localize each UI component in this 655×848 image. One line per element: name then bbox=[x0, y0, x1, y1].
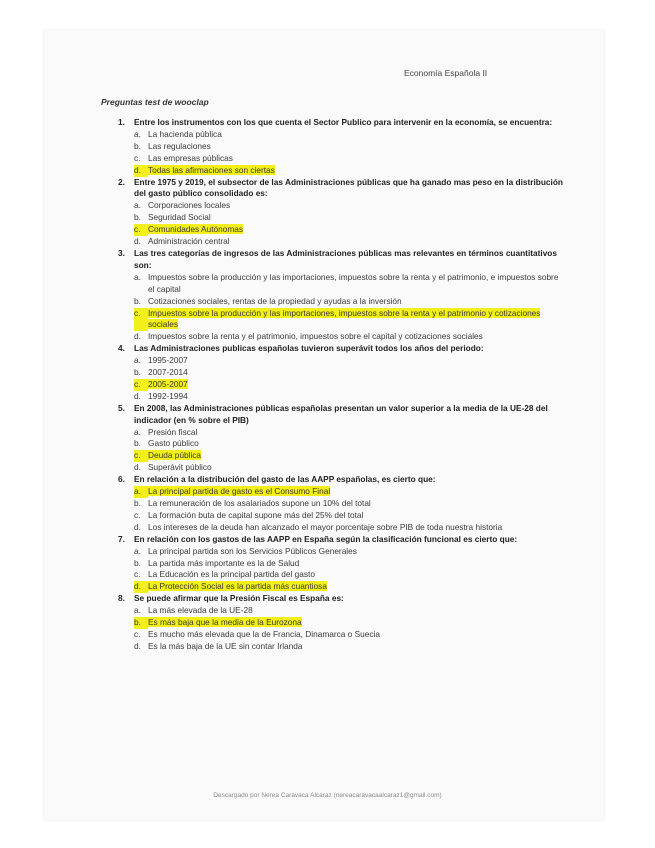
option-text-wrap bbox=[148, 558, 563, 570]
option-letter: c. bbox=[134, 569, 141, 580]
option-letter: d. bbox=[134, 640, 141, 651]
option-text-wrap bbox=[148, 272, 563, 296]
answer-option-highlighted bbox=[118, 486, 563, 498]
question-text: Las Administraciones publicas españolas tuvieron superávit todos los años del periodo: bbox=[134, 343, 484, 354]
option-text-wrap bbox=[148, 153, 563, 165]
answer-option bbox=[118, 236, 563, 248]
answer-option-highlighted bbox=[118, 224, 563, 236]
option-letter: d. bbox=[134, 462, 141, 473]
answer-options bbox=[118, 129, 563, 177]
option-letter: d. bbox=[134, 165, 148, 177]
option-text: Cotizaciones sociales, rentas de la propiedad y ayudas a la inversión bbox=[148, 295, 402, 306]
option-text: Comunidades Autónomas bbox=[148, 224, 244, 235]
question-text: Las tres categorías de ingresos de las Administraciones públicas mas relevantes en términos cuantitativos son: bbox=[134, 247, 557, 270]
question-text: En relación a la distribución del gasto de las AAPP españolas, es cierto que: bbox=[134, 474, 436, 485]
question-heading bbox=[118, 534, 563, 546]
option-text: Es la más baja de la UE sin contar Irlanda bbox=[148, 640, 303, 651]
question-3 bbox=[118, 248, 563, 343]
option-text-wrap bbox=[148, 165, 563, 177]
question-number: 3. bbox=[118, 247, 125, 258]
option-text-wrap bbox=[148, 510, 563, 522]
option-text: Corporaciones locales bbox=[148, 200, 231, 211]
answer-option-highlighted bbox=[118, 165, 563, 177]
question-heading bbox=[118, 177, 563, 201]
option-text-wrap bbox=[148, 569, 563, 581]
option-text: Es más baja que la media de la Eurozona bbox=[148, 617, 302, 628]
option-letter: c. bbox=[134, 224, 148, 236]
option-text-wrap bbox=[148, 331, 563, 343]
option-text-wrap bbox=[148, 224, 563, 236]
answer-option bbox=[118, 605, 563, 617]
answer-option bbox=[118, 153, 563, 165]
option-letter: c. bbox=[134, 152, 141, 163]
option-text-wrap bbox=[148, 296, 563, 308]
option-text-wrap bbox=[148, 427, 563, 439]
option-letter: c. bbox=[134, 628, 141, 639]
answer-option bbox=[118, 367, 563, 379]
option-text-wrap bbox=[148, 355, 563, 367]
question-number: 6. bbox=[118, 474, 125, 485]
option-text-wrap bbox=[148, 462, 563, 474]
option-text: La partida más importante es la de Salud bbox=[148, 557, 300, 568]
answer-option bbox=[118, 212, 563, 224]
question-text: En relación con los gastos de las AAPP en España según la clasificación funcional es cierto que: bbox=[134, 533, 518, 544]
question-number: 7. bbox=[118, 533, 125, 544]
option-text-wrap bbox=[148, 438, 563, 450]
option-letter: c. bbox=[134, 308, 148, 332]
option-letter: b. bbox=[134, 212, 141, 223]
option-text-wrap bbox=[148, 486, 563, 498]
answer-option bbox=[118, 522, 563, 534]
answer-option bbox=[118, 427, 563, 439]
option-text: Todas las afirmaciones son ciertas bbox=[148, 164, 275, 175]
question-text: Se puede afirmar que la Presión Fiscal es España es: bbox=[134, 593, 344, 604]
answer-option bbox=[118, 546, 563, 558]
option-letter: b. bbox=[134, 140, 141, 151]
answer-option-highlighted bbox=[118, 450, 563, 462]
option-text: Impuestos sobre la renta y el patrimonio, impuestos sobre el capital y cotizaciones sociales bbox=[148, 331, 483, 342]
answer-option-highlighted bbox=[118, 581, 563, 593]
option-letter: a. bbox=[134, 426, 141, 437]
answer-option bbox=[118, 438, 563, 450]
option-text: La principal partida son los Servicios Públicos Generales bbox=[148, 545, 357, 556]
answer-option bbox=[118, 355, 563, 367]
option-text: 1992-1994 bbox=[148, 390, 188, 401]
question-1 bbox=[118, 117, 563, 177]
question-number: 8. bbox=[118, 593, 125, 604]
section-title: Preguntas test de wooclap bbox=[101, 97, 209, 107]
option-text-wrap bbox=[148, 367, 563, 379]
question-4 bbox=[118, 343, 563, 403]
option-text: 1995-2007 bbox=[148, 355, 188, 366]
option-letter: b. bbox=[134, 498, 141, 508]
answer-option bbox=[118, 498, 563, 510]
question-heading bbox=[118, 117, 563, 129]
option-text-wrap bbox=[148, 450, 563, 462]
question-heading bbox=[118, 474, 563, 486]
option-text: Superávit público bbox=[148, 462, 212, 473]
answer-option bbox=[118, 629, 563, 641]
option-letter: a. bbox=[134, 355, 141, 366]
option-text: La más elevada de la UE-28 bbox=[148, 605, 253, 616]
answer-option-highlighted bbox=[118, 617, 563, 629]
option-text-wrap bbox=[148, 391, 563, 403]
answer-option bbox=[118, 141, 563, 153]
answer-option bbox=[118, 331, 563, 343]
option-letter: a. bbox=[134, 200, 141, 211]
option-text-wrap bbox=[148, 129, 563, 141]
question-8 bbox=[118, 593, 563, 653]
option-text-wrap bbox=[148, 581, 563, 593]
option-letter: b. bbox=[134, 617, 148, 629]
question-number: 2. bbox=[118, 176, 125, 187]
answer-option-highlighted bbox=[118, 379, 563, 391]
option-text: Deuda pública bbox=[148, 450, 202, 461]
option-letter: a. bbox=[134, 545, 141, 556]
option-letter: a. bbox=[134, 271, 141, 282]
option-text: Los intereses de la deuda han alcanzado el mayor porcentaje sobre PIB de toda nuestra historia bbox=[148, 521, 503, 532]
answer-option bbox=[118, 272, 563, 296]
option-text: La Protección Social es la partida más cuantiosa bbox=[148, 581, 327, 592]
question-number: 4. bbox=[118, 343, 125, 354]
option-text: La principal partida de gasto es el Consumo Final bbox=[148, 486, 331, 497]
answer-options bbox=[118, 486, 563, 534]
answer-option bbox=[118, 129, 563, 141]
option-text: Impuestos sobre la producción y las importaciones, impuestos sobre la renta y el patrimonio y cotizaciones sociales bbox=[148, 307, 541, 330]
option-text: 2005-2007 bbox=[148, 378, 188, 389]
option-text-wrap bbox=[148, 212, 563, 224]
question-text: Entre los instrumentos con los que cuenta el Sector Publico para intervenir en la economía, se encuentra: bbox=[134, 117, 553, 127]
question-number: 5. bbox=[118, 402, 125, 413]
option-text-wrap bbox=[148, 522, 563, 534]
answer-option bbox=[118, 510, 563, 522]
option-letter: d. bbox=[134, 331, 141, 342]
option-letter: b. bbox=[134, 295, 141, 306]
answer-option bbox=[118, 569, 563, 581]
answer-option bbox=[118, 200, 563, 212]
option-text: Las regulaciones bbox=[148, 140, 211, 151]
question-6 bbox=[118, 474, 563, 534]
answer-options bbox=[118, 427, 563, 475]
question-list bbox=[118, 117, 563, 653]
question-7 bbox=[118, 534, 563, 594]
option-text: La remuneración de los asalariados supone un 10% del total bbox=[148, 498, 371, 508]
answer-options bbox=[118, 355, 563, 403]
question-text: En 2008, las Administraciones públicas españolas presentan un valor superior a la media de la UE-28 del indicador (en % sobre el PIB) bbox=[134, 402, 548, 425]
option-text-wrap bbox=[148, 141, 563, 153]
question-text: Entre 1975 y 2019, el subsector de las Administraciones públicas que ha ganado mas peso en la distribución del gasto público consolidado es: bbox=[134, 176, 563, 199]
answer-option bbox=[118, 462, 563, 474]
answer-options bbox=[118, 605, 563, 653]
question-heading bbox=[118, 593, 563, 605]
option-letter: c. bbox=[134, 379, 148, 391]
question-5 bbox=[118, 403, 563, 474]
option-letter: c. bbox=[134, 509, 141, 520]
question-heading bbox=[118, 403, 563, 427]
option-text: Gasto público bbox=[148, 438, 199, 449]
option-text: Es mucho más elevada que la de Francia, Dinamarca o Suecia bbox=[148, 628, 380, 639]
option-text-wrap bbox=[148, 617, 563, 629]
question-heading bbox=[118, 248, 563, 272]
option-letter: b. bbox=[134, 438, 141, 449]
option-text-wrap bbox=[148, 200, 563, 212]
option-letter: a. bbox=[134, 605, 141, 616]
option-text: La hacienda pública bbox=[148, 128, 222, 139]
answer-options bbox=[118, 546, 563, 594]
option-text-wrap bbox=[148, 236, 563, 248]
option-letter: d. bbox=[134, 390, 141, 401]
answer-options bbox=[118, 200, 563, 248]
option-letter: c. bbox=[134, 450, 148, 462]
answer-option bbox=[118, 558, 563, 570]
answer-options bbox=[118, 272, 563, 343]
option-text-wrap bbox=[148, 379, 563, 391]
option-text: Presión fiscal bbox=[148, 426, 198, 437]
option-text: 2007-2014 bbox=[148, 367, 188, 378]
option-text: La formación buta de capital supone más del 25% del total bbox=[148, 509, 364, 520]
download-footer: Descargado por Nerea Caravaca Alcaraz (nereacaravacaalcaraz1@gmail.com) bbox=[213, 792, 442, 799]
option-text: Las empresas públicas bbox=[148, 152, 233, 163]
question-number: 1. bbox=[118, 117, 125, 127]
option-letter: a. bbox=[134, 486, 148, 498]
question-heading bbox=[118, 343, 563, 355]
answer-option-highlighted bbox=[118, 308, 563, 332]
option-text: Administración central bbox=[148, 236, 230, 247]
option-letter: b. bbox=[134, 557, 141, 568]
option-letter: a. bbox=[134, 128, 141, 139]
option-text-wrap bbox=[148, 605, 563, 617]
answer-option bbox=[118, 391, 563, 403]
option-text-wrap bbox=[148, 629, 563, 641]
option-letter: d. bbox=[134, 581, 148, 593]
option-text: Impuestos sobre la producción y las importaciones, impuestos sobre la renta y el patrimonio, e impuestos sobre el capital bbox=[148, 271, 559, 294]
question-2 bbox=[118, 177, 563, 248]
option-text-wrap bbox=[148, 498, 563, 510]
option-text: La Educación es la principal partida del gasto bbox=[148, 569, 315, 580]
option-letter: b. bbox=[134, 367, 141, 378]
answer-option bbox=[118, 296, 563, 308]
answer-option bbox=[118, 641, 563, 653]
option-letter: d. bbox=[134, 521, 141, 532]
option-text-wrap bbox=[148, 308, 563, 332]
option-text: Seguridad Social bbox=[148, 212, 211, 223]
option-text-wrap bbox=[148, 546, 563, 558]
course-header: Economía Española II bbox=[404, 68, 488, 78]
option-letter: d. bbox=[134, 236, 141, 247]
option-text-wrap bbox=[148, 641, 563, 653]
